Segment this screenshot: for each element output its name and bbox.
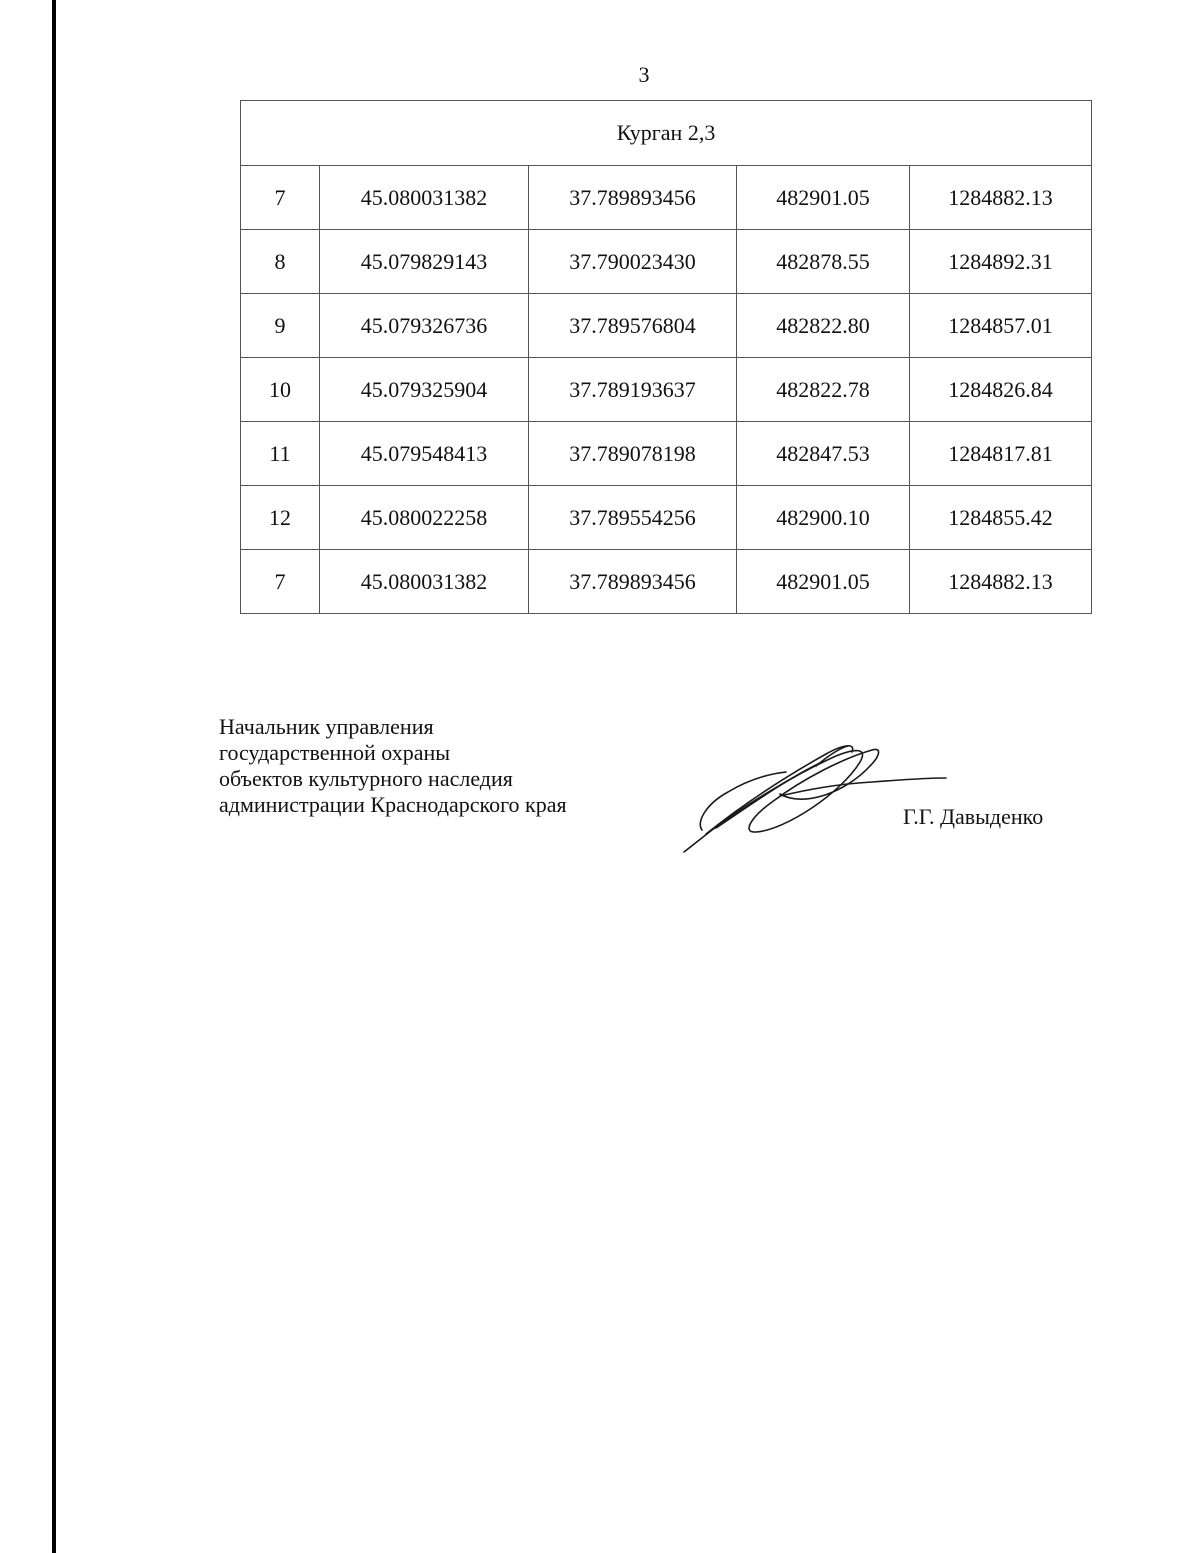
longitude-cell: 37.789554256	[529, 486, 737, 550]
position-line: объектов культурного наследия	[219, 766, 513, 791]
latitude-cell: 45.079829143	[320, 230, 529, 294]
y-coordinate-cell: 1284857.01	[910, 294, 1092, 358]
point-number: 10	[241, 358, 320, 422]
x-coordinate-cell: 482900.10	[737, 486, 910, 550]
longitude-cell: 37.790023430	[529, 230, 737, 294]
table-caption-row	[241, 101, 1092, 166]
coordinates-table	[240, 100, 1092, 614]
position-line: государственной охраны	[219, 740, 451, 765]
latitude-cell: 45.080022258	[320, 486, 529, 550]
latitude-cell: 45.080031382	[320, 166, 529, 230]
table-row	[241, 550, 1092, 614]
table-row	[241, 358, 1092, 422]
longitude-cell: 37.789193637	[529, 358, 737, 422]
x-coordinate-cell: 482901.05	[737, 166, 910, 230]
x-coordinate-cell: 482847.53	[737, 422, 910, 486]
point-number: 12	[241, 486, 320, 550]
longitude-cell: 37.789078198	[529, 422, 737, 486]
handwritten-signature	[676, 734, 956, 858]
position-line: Начальник управления	[219, 714, 434, 739]
point-number: 7	[241, 550, 320, 614]
position-line: администрации Краснодарского края	[219, 792, 567, 817]
y-coordinate-cell: 1284882.13	[910, 166, 1092, 230]
longitude-cell: 37.789576804	[529, 294, 737, 358]
point-number: 9	[241, 294, 320, 358]
y-coordinate-cell: 1284826.84	[910, 358, 1092, 422]
latitude-cell: 45.080031382	[320, 550, 529, 614]
signatory-name: Г.Г. Давыденко	[903, 804, 1044, 829]
latitude-cell: 45.079325904	[320, 358, 529, 422]
point-number: 11	[241, 422, 320, 486]
table-caption: Курган 2,3	[241, 101, 1092, 166]
longitude-cell: 37.789893456	[529, 550, 737, 614]
page-number: 3	[638, 62, 650, 87]
y-coordinate-cell: 1284882.13	[910, 550, 1092, 614]
table-row	[241, 486, 1092, 550]
table-row	[241, 422, 1092, 486]
x-coordinate-cell: 482822.78	[737, 358, 910, 422]
table-row	[241, 294, 1092, 358]
latitude-cell: 45.079548413	[320, 422, 529, 486]
x-coordinate-cell: 482878.55	[737, 230, 910, 294]
signatory-position	[219, 714, 567, 818]
scan-edge-bar	[52, 0, 56, 1553]
table-row	[241, 166, 1092, 230]
x-coordinate-cell: 482901.05	[737, 550, 910, 614]
x-coordinate-cell: 482822.80	[737, 294, 910, 358]
longitude-cell: 37.789893456	[529, 166, 737, 230]
y-coordinate-cell: 1284855.42	[910, 486, 1092, 550]
y-coordinate-cell: 1284892.31	[910, 230, 1092, 294]
table-row	[241, 230, 1092, 294]
latitude-cell: 45.079326736	[320, 294, 529, 358]
point-number: 8	[241, 230, 320, 294]
y-coordinate-cell: 1284817.81	[910, 422, 1092, 486]
point-number: 7	[241, 166, 320, 230]
